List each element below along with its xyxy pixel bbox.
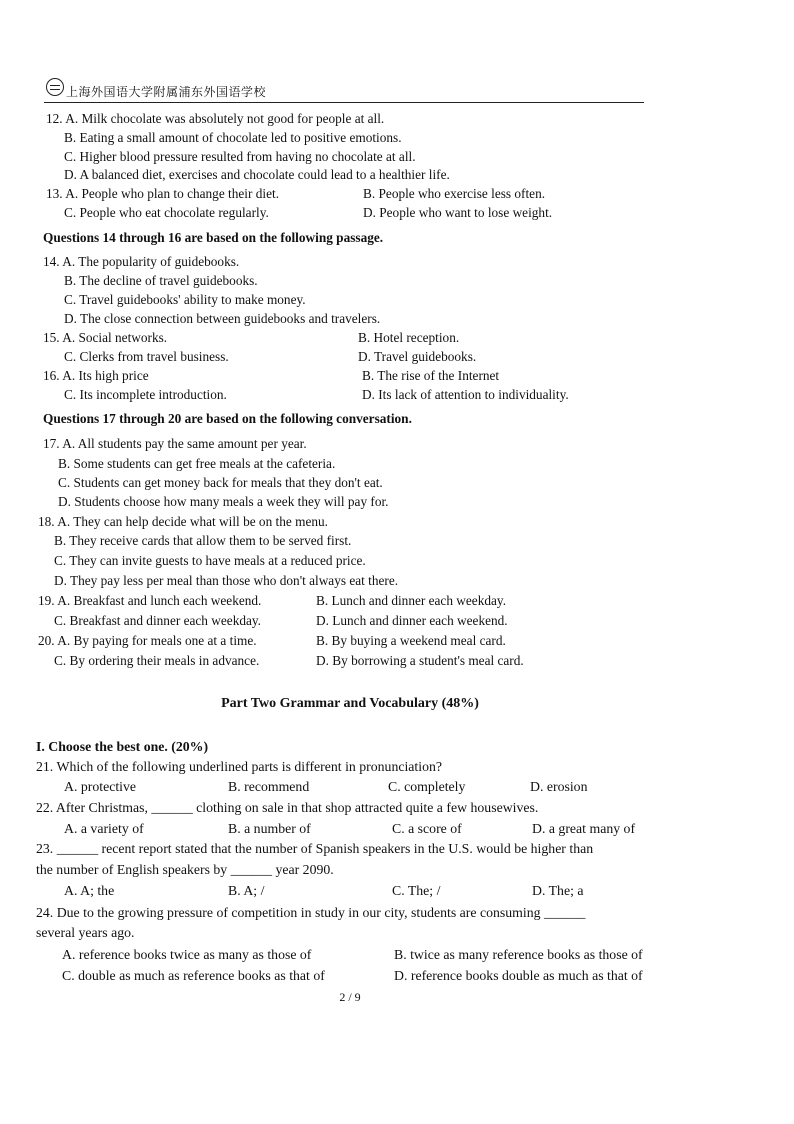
q24-stem-line2: several years ago. xyxy=(36,925,135,940)
q21-option-a: A. protective xyxy=(64,779,137,794)
q15-option-a: 15. A. Social networks. xyxy=(43,330,168,345)
q13-option-c: C. People who eat chocolate regularly. xyxy=(64,205,269,220)
q24-option-a: A. reference books twice as many as those of xyxy=(62,947,312,962)
q23-option-b: B. A; / xyxy=(228,883,265,898)
q21-stem: 21. Which of the following underlined parts is different in pronunciation? xyxy=(36,759,443,774)
q16-option-b: B. The rise of the Internet xyxy=(362,368,500,383)
part-two-title: Part Two Grammar and Vocabulary (48%) xyxy=(221,696,479,711)
q22-stem: 22. After Christmas, ______ clothing on sale in that shop attracted quite a few housewives. xyxy=(36,800,539,815)
q21-option-c: C. completely xyxy=(388,779,466,794)
section-1-heading: I. Choose the best one. (20%) xyxy=(36,739,209,754)
q22-option-c: C. a score of xyxy=(392,821,462,836)
q17-option-c: C. Students can get money back for meals that they don't eat. xyxy=(58,475,383,490)
school-name: 上海外国语大学附属浦东外国语学校 xyxy=(66,85,267,99)
q22-option-a: A. a variety of xyxy=(64,821,144,836)
q12-option-c: C. Higher blood pressure resulted from having no chocolate at all. xyxy=(64,149,416,164)
q24-option-c: C. double as much as reference books as that of xyxy=(62,968,325,983)
q23-option-a: A. A; the xyxy=(64,883,115,898)
q24-option-d: D. reference books double as much as that of xyxy=(394,968,643,983)
q17-option-a: 17. A. All students pay the same amount per year. xyxy=(43,436,307,451)
q15-option-d: D. Travel guidebooks. xyxy=(358,349,477,364)
q21-option-d: D. erosion xyxy=(530,779,588,794)
q24-option-b: B. twice as many reference books as those of xyxy=(394,947,643,962)
q23-stem-line2: the number of English speakers by ______ year 2090. xyxy=(36,862,334,877)
q23-option-d: D. The; a xyxy=(532,883,584,898)
q13-option-a: 13. A. People who plan to change their diet. xyxy=(46,186,280,201)
q19-option-c: C. Breakfast and dinner each weekday. xyxy=(54,613,261,628)
q14-option-a: 14. A. The popularity of guidebooks. xyxy=(43,254,240,269)
page-number: 2 / 9 xyxy=(339,990,361,1004)
q13-option-d: D. People who want to lose weight. xyxy=(363,205,553,220)
q12-option-d: D. A balanced diet, exercises and chocolate could lead to a healthier life. xyxy=(64,167,450,182)
q18-option-d: D. They pay less per meal than those who don't always eat there. xyxy=(54,573,399,588)
q14-option-b: B. The decline of travel guidebooks. xyxy=(64,273,258,288)
section-heading-14-16: Questions 14 through 16 are based on the following passage. xyxy=(43,230,384,245)
q15-option-c: C. Clerks from travel business. xyxy=(64,349,229,364)
q17-option-d: D. Students choose how many meals a week they will pay for. xyxy=(58,494,389,509)
q16-option-d: D. Its lack of attention to individuality. xyxy=(362,387,569,402)
q19-option-b: B. Lunch and dinner each weekday. xyxy=(316,593,507,608)
q16-option-c: C. Its incomplete introduction. xyxy=(64,387,227,402)
q15-option-b: B. Hotel reception. xyxy=(358,330,460,345)
school-logo-icon xyxy=(46,78,64,96)
q22-option-b: B. a number of xyxy=(228,821,311,836)
q12-option-a: 12. A. Milk chocolate was absolutely not good for people at all. xyxy=(46,111,385,126)
page-header xyxy=(44,78,644,103)
q12-option-b: B. Eating a small amount of chocolate led to positive emotions. xyxy=(64,130,402,145)
section-heading-17-20: Questions 17 through 20 are based on the following conversation. xyxy=(43,411,412,426)
q18-option-c: C. They can invite guests to have meals at a reduced price. xyxy=(54,553,366,568)
q20-option-a: 20. A. By paying for meals one at a time. xyxy=(38,633,257,648)
q22-option-d: D. a great many of xyxy=(532,821,636,836)
q24-stem: 24. Due to the growing pressure of competition in study in our city, students are consuming ______ xyxy=(36,905,586,920)
q19-option-a: 19. A. Breakfast and lunch each weekend. xyxy=(38,593,262,608)
q21-option-b: B. recommend xyxy=(228,779,310,794)
q17-option-b: B. Some students can get free meals at the cafeteria. xyxy=(58,456,336,471)
q20-option-b: B. By buying a weekend meal card. xyxy=(316,633,506,648)
q23-option-c: C. The; / xyxy=(392,883,441,898)
q20-option-c: C. By ordering their meals in advance. xyxy=(54,653,260,668)
q14-option-d: D. The close connection between guidebooks and travelers. xyxy=(64,311,381,326)
q18-option-a: 18. A. They can help decide what will be on the menu. xyxy=(38,514,328,529)
q20-option-d: D. By borrowing a student's meal card. xyxy=(316,653,524,668)
q18-option-b: B. They receive cards that allow them to be served first. xyxy=(54,533,352,548)
q19-option-d: D. Lunch and dinner each weekend. xyxy=(316,613,508,628)
q23-stem: 23. ______ recent report stated that the number of Spanish speakers in the U.S. would be higher than xyxy=(36,841,594,856)
q14-option-c: C. Travel guidebooks' ability to make money. xyxy=(64,292,306,307)
q16-option-a: 16. A. Its high price xyxy=(43,368,149,383)
q13-option-b: B. People who exercise less often. xyxy=(363,186,546,201)
